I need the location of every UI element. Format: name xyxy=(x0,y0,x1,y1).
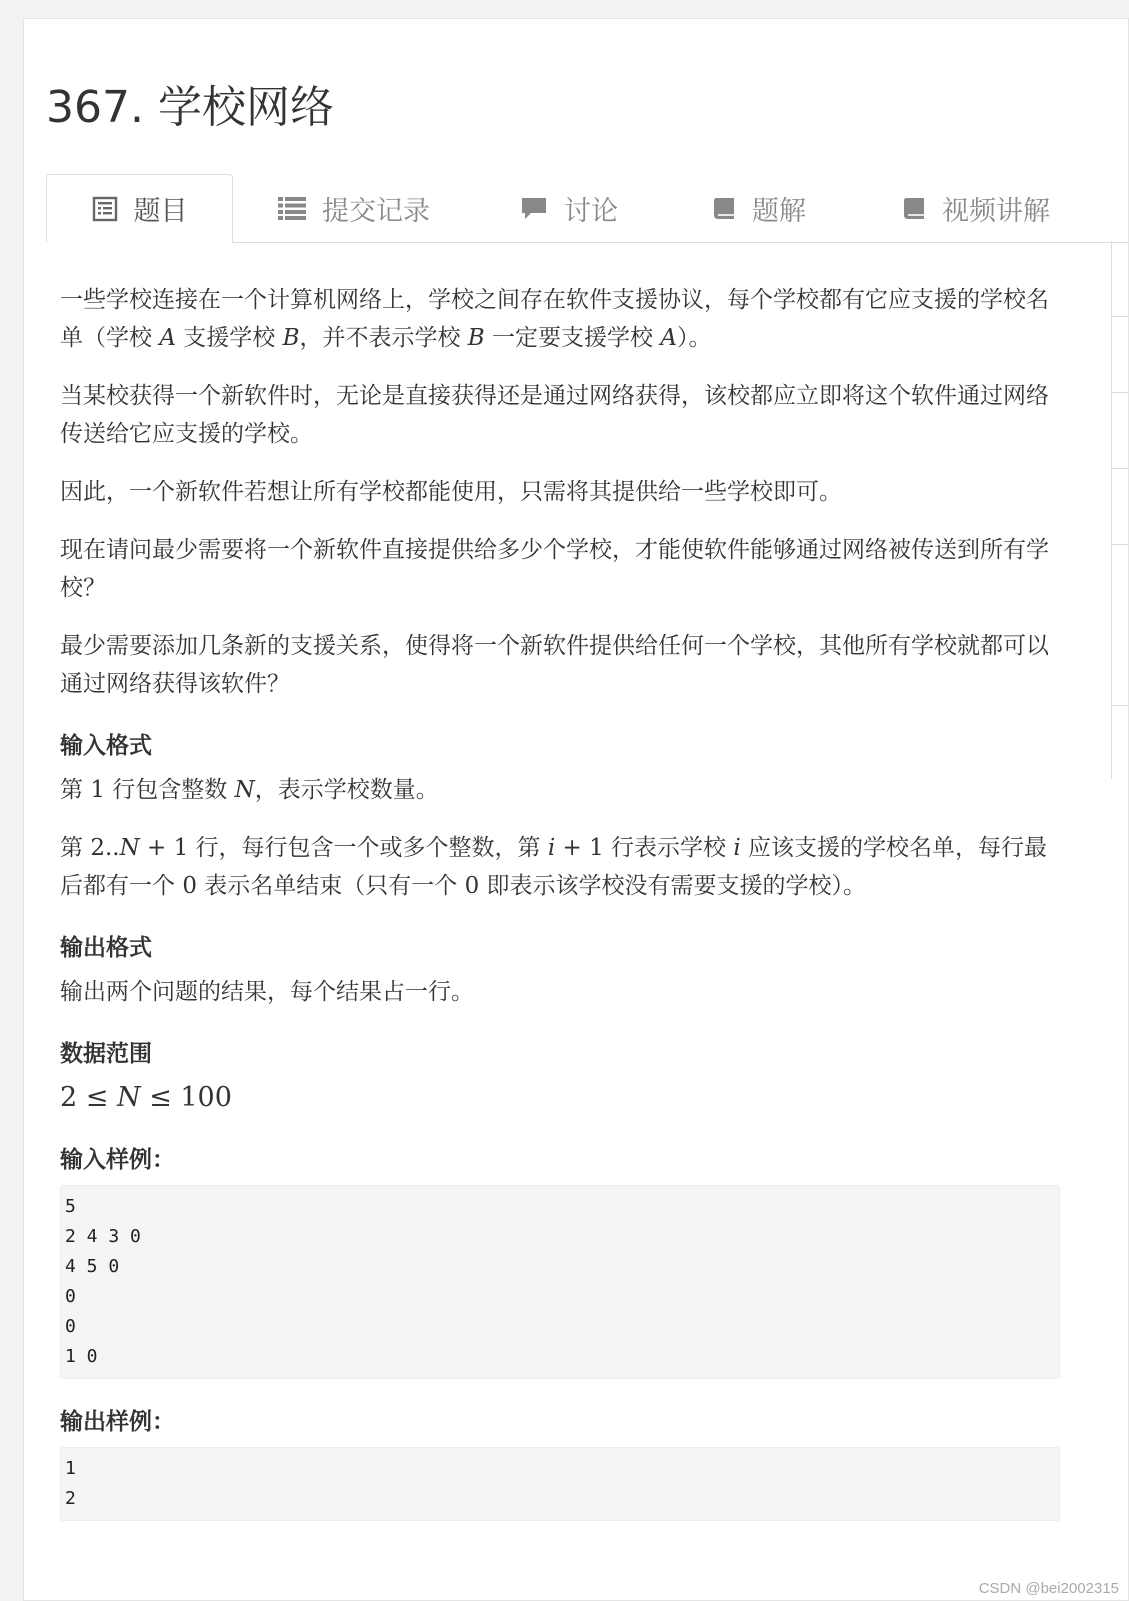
description-paragraph: 现在请问最少需要将一个新软件直接提供给多少个学校，才能使软件能够通过网络被传送到所有学校？ xyxy=(60,537,1049,601)
input-format-heading: 输入格式 xyxy=(60,733,152,759)
data-range-heading: 数据范围 xyxy=(60,1041,152,1067)
document-list-icon xyxy=(92,196,118,222)
tab-label: 视频讲解 xyxy=(942,195,1050,227)
description-paragraph: 最少需要添加几条新的支援关系，使得将一个新软件提供给任何一个学校，其他所有学校就都可以通过网络获得该软件？ xyxy=(60,633,1049,697)
tab-label: 题目 xyxy=(133,196,188,227)
comment-icon xyxy=(520,195,548,221)
data-range-text: 2 ≤ N ≤ 100 xyxy=(60,1082,232,1113)
list-icon xyxy=(278,196,306,220)
sample-output-block[interactable]: 1 2 xyxy=(60,1447,1060,1521)
output-format-text: 输出两个问题的结果，每个结果占一行。 xyxy=(60,979,474,1005)
watermark: CSDN @bei2002315 xyxy=(978,1580,1119,1597)
input-format-line: 第 1 行包含整数 N，表示学校数量。 xyxy=(60,777,439,803)
tab-label: 提交记录 xyxy=(322,195,430,227)
sample-input-block[interactable]: 5 2 4 3 0 4 5 0 0 0 1 0 xyxy=(60,1185,1060,1379)
tab-problem[interactable] xyxy=(46,174,233,243)
sample-output-heading: 输出样例： xyxy=(60,1409,175,1435)
side-panel-edge xyxy=(1111,241,1128,779)
problem-card xyxy=(23,18,1129,1601)
output-format-heading: 输出格式 xyxy=(60,935,152,961)
sample-input-heading: 输入样例： xyxy=(60,1147,175,1173)
tab-submissions[interactable] xyxy=(278,174,430,242)
page-title: 367. 学校网络 xyxy=(46,82,334,133)
tab-label: 讨论 xyxy=(564,195,618,227)
input-format-line: 第 2..N + 1 行，每行包含一个或多个整数，第 i + 1 行表示学校 i 应该支援的学校名单，每行最后都有一个 0 表示名单结束（只有一个 0 即表示该学校没有需要支援的学校）。 xyxy=(60,835,1048,899)
tab-video[interactable] xyxy=(902,174,1050,242)
tab-discussion[interactable] xyxy=(520,174,618,242)
description-paragraph: 因此，一个新软件若想让所有学校都能使用，只需将其提供给一些学校即可。 xyxy=(60,479,842,505)
tab-label: 题解 xyxy=(752,195,806,227)
book-icon xyxy=(712,195,736,221)
description-paragraph: 当某校获得一个新软件时，无论是直接获得还是通过网络获得，该校都应立即将这个软件通过网络传送给它应支援的学校。 xyxy=(60,383,1049,447)
description-paragraph: 一些学校连接在一个计算机网络上，学校之间存在软件支援协议，每个学校都有它应支援的学校名单（学校 A 支援学校 B，并不表示学校 B 一定要支援学校 A）。 xyxy=(60,287,1049,351)
book-icon xyxy=(902,195,926,221)
tab-solutions[interactable] xyxy=(712,174,806,242)
problem-statement xyxy=(60,281,1060,1547)
tab-bar xyxy=(46,174,1128,243)
